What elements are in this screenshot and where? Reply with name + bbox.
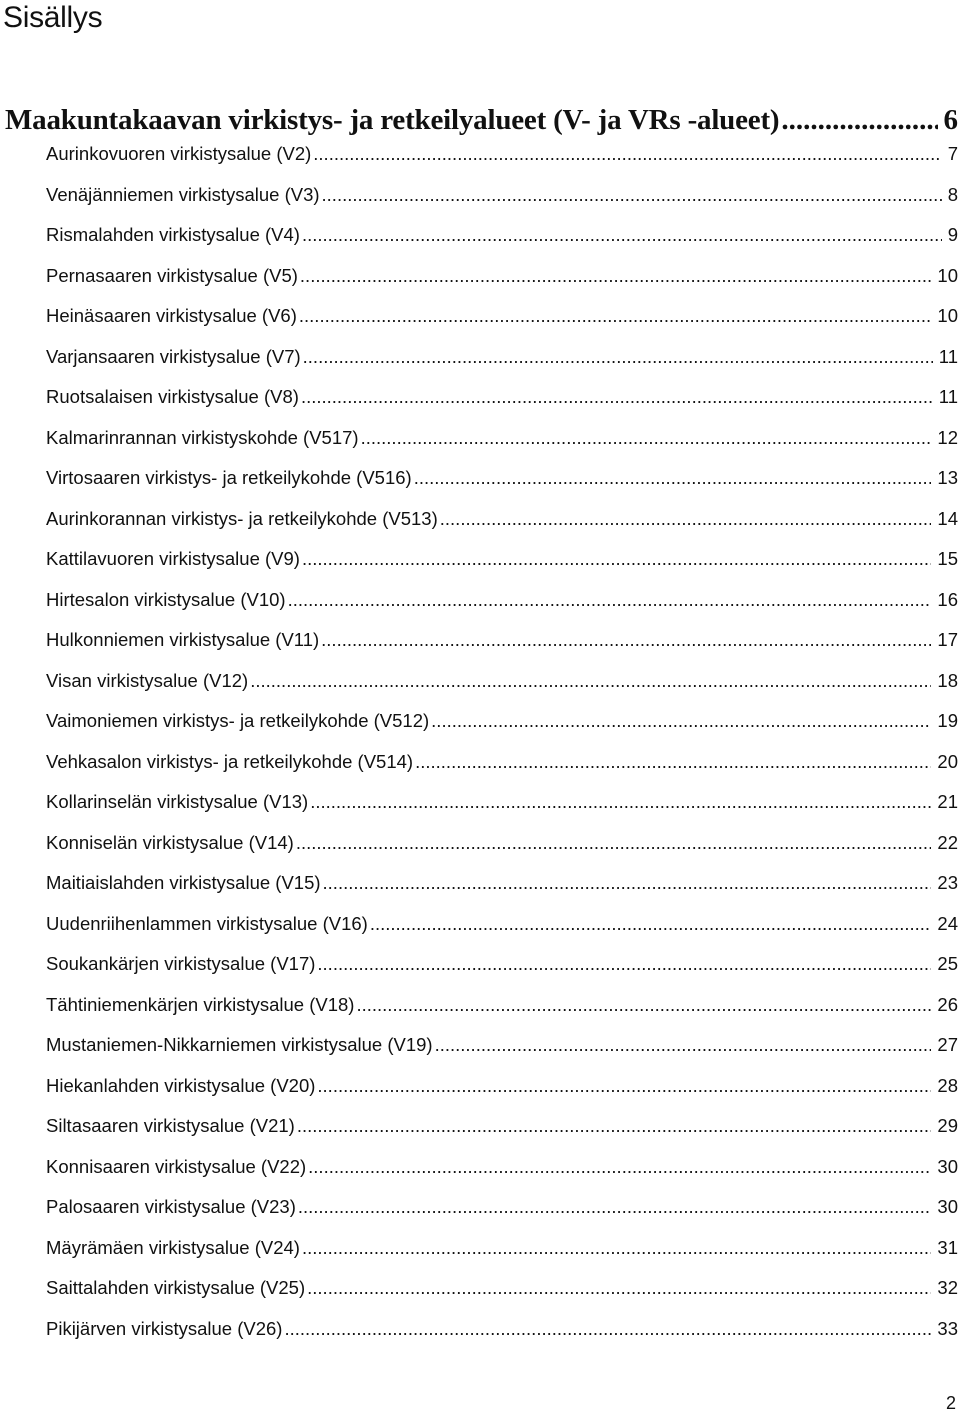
toc-dot-leader bbox=[302, 1237, 931, 1259]
toc-dot-leader bbox=[370, 913, 932, 935]
toc-dot-leader bbox=[317, 1075, 931, 1097]
toc-entry-label: Pikijärven virkistysalue (V26) bbox=[46, 1317, 283, 1339]
toc-entry-page: 10 bbox=[937, 264, 958, 286]
toc-entry[interactable] bbox=[46, 215, 958, 256]
toc-entry[interactable] bbox=[46, 256, 958, 297]
toc-entry-page: 19 bbox=[937, 710, 958, 732]
toc-entry-label: Rismalahden virkistysalue (V4) bbox=[46, 224, 300, 246]
toc-entry-page: 17 bbox=[937, 629, 958, 651]
toc-entry-page: 20 bbox=[937, 750, 958, 772]
toc-entry[interactable] bbox=[46, 944, 958, 985]
toc-dot-leader bbox=[250, 670, 931, 692]
toc-dot-leader bbox=[321, 629, 931, 651]
toc-entry-page: 13 bbox=[937, 467, 958, 489]
toc-entry-label: Aurinkovuoren virkistysalue (V2) bbox=[46, 143, 312, 165]
toc-entry[interactable] bbox=[46, 985, 958, 1026]
toc-entry-label: Kollarinselän virkistysalue (V13) bbox=[46, 791, 309, 813]
toc-entry-label: Maitiaislahden virkistysalue (V15) bbox=[46, 872, 321, 894]
toc-entry-label: Maakuntakaavan virkistys- ja retkeilyalueet (V- ja VRs -alueet) bbox=[5, 103, 780, 136]
toc-entry[interactable] bbox=[46, 661, 958, 702]
toc-dot-leader bbox=[356, 994, 931, 1016]
toc-entry-page: 26 bbox=[937, 993, 958, 1015]
toc-entry[interactable] bbox=[46, 418, 958, 459]
toc-entry-page: 32 bbox=[937, 1277, 958, 1299]
toc-entry-page: 10 bbox=[937, 305, 958, 327]
toc-entry-page: 25 bbox=[937, 953, 958, 975]
toc-dot-leader bbox=[284, 1318, 931, 1340]
toc-entry-label: Hulkonniemen virkistysalue (V11) bbox=[46, 629, 320, 651]
toc-list bbox=[46, 134, 958, 1349]
toc-entry-page: 33 bbox=[937, 1317, 958, 1339]
toc-entry-label: Kattilavuoren virkistysalue (V9) bbox=[46, 548, 300, 570]
toc-entry[interactable] bbox=[46, 1309, 958, 1350]
toc-entry-label: Siltasaaren virkistysalue (V21) bbox=[46, 1115, 295, 1137]
toc-entry[interactable] bbox=[46, 1106, 958, 1147]
toc-entry-label: Vehkasalon virkistys- ja retkeilykohde (V514) bbox=[46, 750, 414, 772]
toc-dot-leader bbox=[302, 548, 931, 570]
toc-dot-leader bbox=[300, 265, 932, 287]
toc-entry[interactable] bbox=[46, 701, 958, 742]
toc-entry-page: 21 bbox=[937, 791, 958, 813]
toc-dot-leader bbox=[298, 1196, 932, 1218]
toc-entry[interactable] bbox=[46, 863, 958, 904]
toc-dot-leader bbox=[301, 386, 933, 408]
toc-entry[interactable] bbox=[46, 539, 958, 580]
toc-entry[interactable] bbox=[46, 134, 958, 175]
toc-entry-label: Hirtesalon virkistysalue (V10) bbox=[46, 588, 286, 610]
toc-entry-page: 24 bbox=[937, 912, 958, 934]
toc-entry-page: 18 bbox=[937, 669, 958, 691]
toc-entry-page: 11 bbox=[938, 345, 958, 367]
toc-dot-leader bbox=[435, 1034, 932, 1056]
toc-entry[interactable] bbox=[46, 377, 958, 418]
toc-dot-leader bbox=[288, 589, 932, 611]
toc-entry-page: 14 bbox=[937, 507, 958, 529]
toc-dot-leader bbox=[361, 427, 932, 449]
toc-entry-label: Hiekanlahden virkistysalue (V20) bbox=[46, 1074, 316, 1096]
toc-entry-page: 22 bbox=[937, 831, 958, 853]
toc-entry-page: 30 bbox=[937, 1196, 958, 1218]
toc-entry-label: Venäjänniemen virkistysalue (V3) bbox=[46, 183, 320, 205]
toc-dot-leader bbox=[414, 467, 932, 489]
toc-entry-label: Soukankärjen virkistysalue (V17) bbox=[46, 953, 316, 975]
toc-dot-leader bbox=[440, 508, 932, 530]
toc-entry-label: Vaimoniemen virkistys- ja retkeilykohde (V512) bbox=[46, 710, 430, 732]
toc-entry[interactable] bbox=[46, 499, 958, 540]
toc-entry-label: Pernasaaren virkistysalue (V5) bbox=[46, 264, 298, 286]
toc-entry[interactable] bbox=[46, 782, 958, 823]
toc-entry-label: Heinäsaaren virkistysalue (V6) bbox=[46, 305, 297, 327]
toc-entry-label: Kalmarinrannan virkistyskohde (V517) bbox=[46, 426, 359, 448]
toc-entry-label: Mustaniemen-Nikkarniemen virkistysalue (V19) bbox=[46, 1034, 433, 1056]
toc-entry-page: 8 bbox=[947, 183, 958, 205]
toc-entry[interactable] bbox=[46, 620, 958, 661]
toc-dot-leader bbox=[307, 1277, 931, 1299]
toc-entry[interactable] bbox=[46, 1147, 958, 1188]
toc-entry[interactable] bbox=[46, 1025, 958, 1066]
toc-entry-label: Konnisaaren virkistysalue (V22) bbox=[46, 1155, 307, 1177]
toc-entry[interactable] bbox=[46, 296, 958, 337]
toc-entry-label: Konniselän virkistysalue (V14) bbox=[46, 831, 294, 853]
toc-dot-leader bbox=[313, 143, 941, 165]
toc-entry[interactable] bbox=[46, 1268, 958, 1309]
toc-entry-page: 27 bbox=[937, 1034, 958, 1056]
toc-entry-page: 29 bbox=[937, 1115, 958, 1137]
toc-entry-label: Aurinkorannan virkistys- ja retkeilykohde (V513) bbox=[46, 507, 438, 529]
toc-dot-leader bbox=[302, 224, 942, 246]
toc-entry-page: 6 bbox=[943, 103, 958, 136]
toc-dot-leader bbox=[308, 1156, 931, 1178]
toc-entry-label: Palosaaren virkistysalue (V23) bbox=[46, 1196, 296, 1218]
toc-entry-page: 11 bbox=[938, 386, 958, 408]
toc-entry-page: 31 bbox=[937, 1236, 958, 1258]
toc-dot-leader bbox=[415, 751, 931, 773]
toc-entry-page: 16 bbox=[937, 588, 958, 610]
toc-entry-page: 7 bbox=[947, 143, 958, 165]
toc-entry[interactable] bbox=[46, 337, 958, 378]
toc-entry-page: 15 bbox=[937, 548, 958, 570]
toc-entry-label: Virtosaaren virkistys- ja retkeilykohde (V516) bbox=[46, 467, 412, 489]
toc-entry[interactable] bbox=[46, 742, 958, 783]
toc-dot-leader bbox=[322, 184, 942, 206]
toc-dot-leader bbox=[303, 346, 933, 368]
toc-dot-leader bbox=[310, 791, 931, 813]
toc-entry-page: 23 bbox=[937, 872, 958, 894]
toc-dot-leader bbox=[297, 1115, 932, 1137]
toc-dot-leader bbox=[296, 832, 932, 854]
toc-entry-label: Varjansaaren virkistysalue (V7) bbox=[46, 345, 301, 367]
toc-dot-leader bbox=[781, 104, 937, 137]
toc-dot-leader bbox=[431, 710, 931, 732]
toc-entry-label: Visan virkistysalue (V12) bbox=[46, 669, 249, 691]
toc-entry[interactable] bbox=[46, 580, 958, 621]
toc-entry-page: 30 bbox=[937, 1155, 958, 1177]
toc-dot-leader bbox=[317, 953, 931, 975]
toc-entry-label: Tähtiniemenkärjen virkistysalue (V18) bbox=[46, 993, 355, 1015]
toc-dot-leader bbox=[323, 872, 932, 894]
toc-entry[interactable] bbox=[46, 1187, 958, 1228]
toc-entry-label: Ruotsalaisen virkistysalue (V8) bbox=[46, 386, 299, 408]
toc-entry[interactable] bbox=[46, 823, 958, 864]
toc-entry[interactable] bbox=[46, 175, 958, 216]
toc-entry-page: 9 bbox=[947, 224, 958, 246]
toc-entry-label: Mäyrämäen virkistysalue (V24) bbox=[46, 1236, 300, 1258]
toc-dot-leader bbox=[299, 305, 932, 327]
toc-entry-label: Saittalahden virkistysalue (V25) bbox=[46, 1277, 306, 1299]
toc-entry[interactable] bbox=[46, 458, 958, 499]
toc-entry[interactable] bbox=[46, 904, 958, 945]
page-title: Sisällys bbox=[3, 1, 103, 34]
page-number: 2 bbox=[945, 1393, 956, 1413]
toc-entry-page: 12 bbox=[937, 426, 958, 448]
toc-entry[interactable] bbox=[46, 1066, 958, 1107]
toc-entry-page: 28 bbox=[937, 1074, 958, 1096]
toc-entry-label: Uudenriihenlammen virkistysalue (V16) bbox=[46, 912, 368, 934]
toc-entry[interactable] bbox=[46, 1228, 958, 1269]
